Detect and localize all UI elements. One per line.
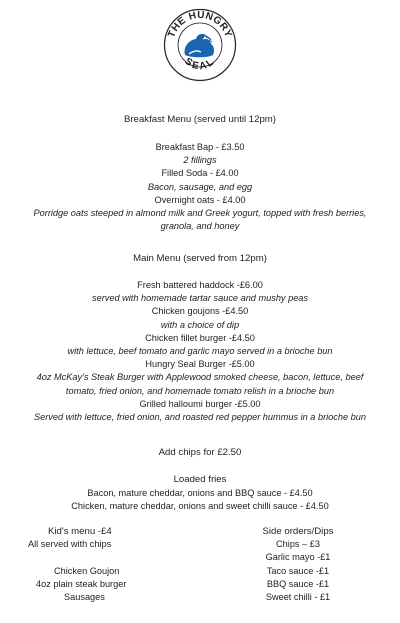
menu-item-description: granola, and honey [160,221,240,232]
side-order-item: Chips – £3 [276,539,320,550]
svg-text:THE HUNGRY: THE HUNGRY [166,9,234,40]
loaded-fries-item: Bacon, mature cheddar, onions and BBQ sauce - £4.50 [87,488,313,498]
svg-text:SEAL: SEAL [182,56,218,73]
loaded-fries-items [0,487,400,513]
side-order-item: Taco sauce -£1 [266,565,330,576]
menu-item-name: Chicken fillet burger -£4.50 [145,332,255,343]
breakfast-items [0,141,400,233]
side-orders-title: Side orders/Dips [262,526,334,537]
kids-menu-title: Kid's menu -£4 [48,526,112,537]
menu-item-name: Hungry Seal Burger -£5.00 [145,359,255,370]
menu-item-description: Served with lettuce, fried onion, and roasted red pepper hummus in a brioche bun [34,411,366,422]
main-menu-title: Main Menu (served from 12pm) [133,253,267,264]
menu-item-description: tomato, fried onion, and homemade tomato relish in a brioche bun [65,385,335,396]
kids-menu-item: Chicken Goujon [54,565,120,576]
menu-item-description: Porridge oats steeped in almond milk and Greek yogurt, topped with fresh berries, [33,207,367,218]
menu-item-description: Bacon, sausage, and egg [147,181,253,192]
menu-item-description: served with homemade tartar sauce and mushy peas [91,293,309,304]
hungry-seal-logo [163,8,237,82]
menu-item-name: Breakfast Bap - £3.50 [155,142,245,152]
spacer [28,551,178,564]
side-order-item: BBQ sauce -£1 [266,578,330,589]
loaded-fries-item: Chicken, mature cheddar, onions and sweet chilli sauce - £4.50 [71,501,329,512]
menu-item-name: Fresh battered haddock -£6.00 [137,280,263,290]
menu-item-description: 2 fillings [183,155,217,166]
menu-item-description: with a choice of dip [160,319,240,330]
menu-item-name: Overnight oats - £4.00 [154,194,246,205]
menu-item-name: Filled Soda - £4.00 [161,168,239,179]
menu-item-description: with lettuce, beef tomato and garlic mayo served in a brioche bun [67,345,333,356]
kids-menu-item: 4oz plain steak burger [36,578,127,589]
main-menu-items [0,279,400,424]
side-orders [228,525,368,604]
menu-item-description: 4oz McKay's Steak Burger with Applewood smoked cheese, bacon, lettuce, beef [36,372,364,383]
loaded-fries-title: Loaded fries [173,474,227,485]
menu-item-name: Grilled halloumi burger -£5.00 [139,398,261,409]
menu-item-name: Chicken goujons -£4.50 [151,306,249,317]
kids-menu [28,525,178,604]
side-order-item: Garlic mayo -£1 [265,552,331,563]
kids-menu-note: All served with chips [28,539,112,550]
side-order-item: Sweet chilli - £1 [265,591,331,602]
kids-menu-item: Sausages [64,591,105,602]
breakfast-title: Breakfast Menu (served until 12pm) [124,114,276,125]
add-chips-note: Add chips for £2.50 [158,447,242,458]
